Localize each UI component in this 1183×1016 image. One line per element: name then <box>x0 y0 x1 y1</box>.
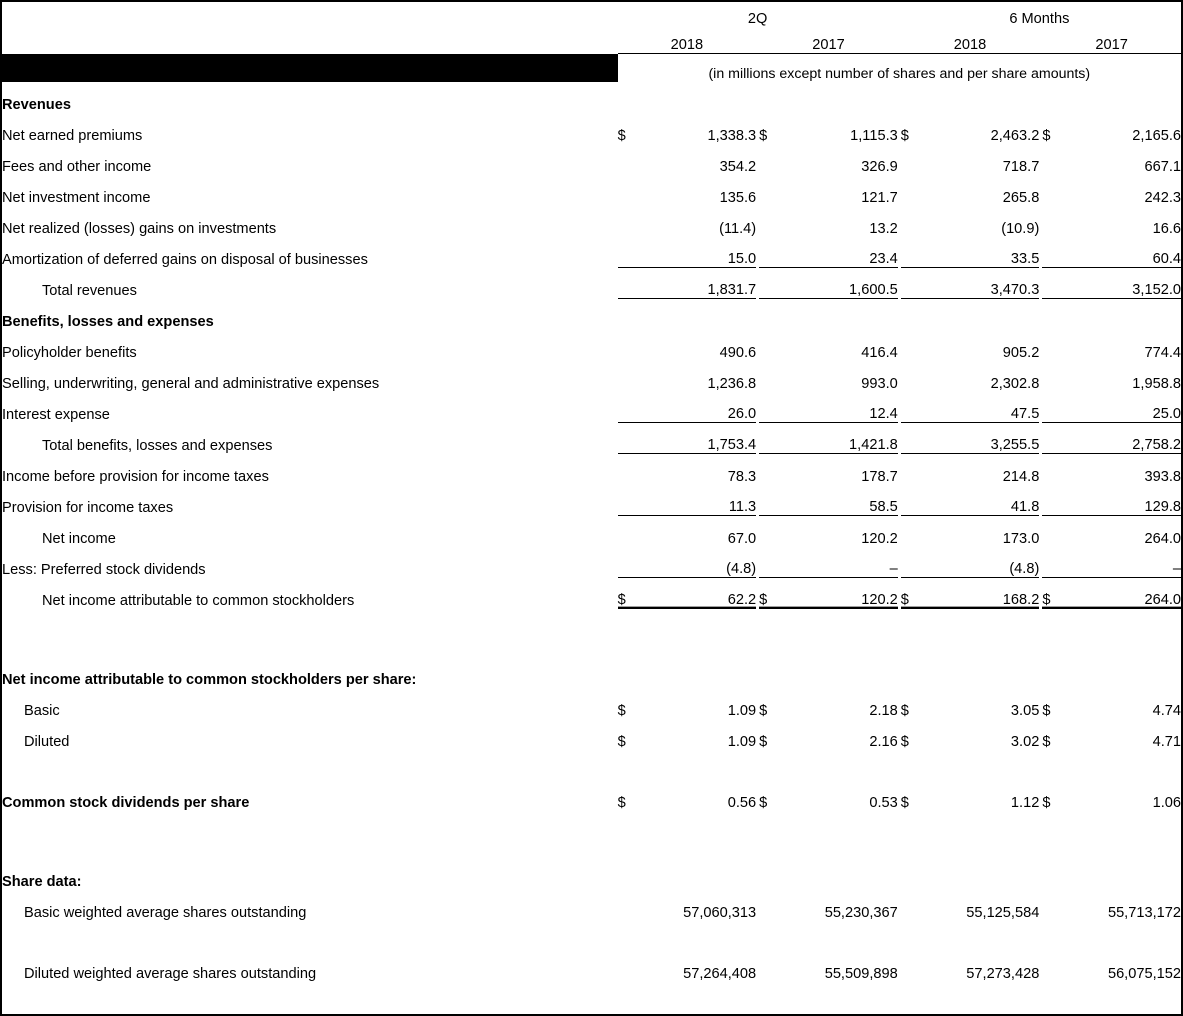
value-interest-2q-2018: 26.0 <box>644 392 756 423</box>
value-total-benefits-2q-2018: 1,753.4 <box>644 423 756 454</box>
value-eps-diluted-6m-2018: 3.02 <box>1010 733 1040 750</box>
section-title-revenues: Revenues <box>2 96 71 113</box>
value-common-dividends-6m-2017: 1.06 <box>1152 794 1181 811</box>
currency-symbol <box>1042 330 1068 361</box>
row-label-net-income-common: Net income attributable to common stockholders <box>42 592 355 609</box>
value-eps-basic-6m-2018: 3.05 <box>1010 702 1040 719</box>
income-statement-table <box>2 2 1181 982</box>
currency-symbol <box>901 330 927 361</box>
blank-sym-3-rev <box>901 82 927 113</box>
value-fees-2q-2017: 326.9 <box>861 158 898 175</box>
currency-symbol: $ <box>759 127 768 144</box>
table-row <box>2 890 1181 921</box>
value-income-before-tax-2q-2018: 78.3 <box>727 468 757 485</box>
blank-num-3-sd <box>927 859 1039 890</box>
blank-sym-4-ps <box>1042 657 1068 688</box>
value-eps-diluted-6m-2017: 4.71 <box>1152 733 1181 750</box>
table-row <box>2 485 1181 516</box>
currency-symbol <box>901 454 927 485</box>
currency-symbol <box>618 547 644 578</box>
currency-symbol <box>1042 951 1068 982</box>
value-diluted-shares-6m-2017: 56,075,152 <box>1107 965 1181 982</box>
value-net-income-2q-2018: 67.0 <box>727 530 757 547</box>
currency-symbol <box>1042 547 1068 578</box>
group-header-2q: 2Q <box>747 11 768 27</box>
value-selling-2q-2017: 993.0 <box>861 375 898 392</box>
table-row <box>2 454 1181 485</box>
blank-num-2-ben <box>785 299 897 330</box>
value-preferred-dividends-6m-2017: – <box>1068 547 1181 578</box>
currency-symbol <box>618 454 644 485</box>
currency-symbol <box>618 361 644 392</box>
currency-symbol <box>1042 485 1068 516</box>
value-net-inv-income-6m-2017: 242.3 <box>1144 189 1181 206</box>
value-fees-2q-2018: 354.2 <box>719 158 757 175</box>
currency-symbol <box>901 516 927 547</box>
currency-symbol: $ <box>759 702 768 719</box>
currency-symbol <box>901 423 927 454</box>
value-net-income-common-6m-2018: 168.2 <box>927 578 1039 609</box>
blank-num-4-ben <box>1068 299 1181 330</box>
blank-sym-3-ps <box>901 657 927 688</box>
value-selling-2q-2018: 1,236.8 <box>707 375 757 392</box>
value-net-income-6m-2018: 173.0 <box>1002 530 1040 547</box>
col-year-6m-2018: 2018 <box>953 37 987 53</box>
currency-symbol <box>901 890 927 921</box>
section-header-per-share <box>2 657 1181 688</box>
spacer-cell <box>2 921 1181 951</box>
currency-symbol <box>618 268 644 299</box>
blank-num-4-rev <box>1068 82 1181 113</box>
table-row-total <box>2 578 1181 609</box>
row-label-net-investment-income: Net investment income <box>2 189 151 206</box>
currency-symbol: $ <box>617 794 626 811</box>
col-year-2q-2017: 2017 <box>812 37 845 53</box>
table-row <box>2 144 1181 175</box>
currency-symbol <box>1042 516 1068 547</box>
currency-symbol: $ <box>759 794 768 811</box>
row-label-eps-basic: Basic <box>24 702 60 719</box>
value-net-earned-premiums-6m-2018: 2,463.2 <box>990 127 1040 144</box>
currency-symbol <box>1042 454 1068 485</box>
value-preferred-dividends-2q-2018: (4.8) <box>644 547 756 578</box>
currency-symbol <box>901 485 927 516</box>
currency-symbol <box>759 423 785 454</box>
value-eps-diluted-2q-2018: 1.09 <box>727 733 757 750</box>
value-diluted-shares-6m-2018: 57,273,428 <box>966 965 1040 982</box>
currency-symbol <box>759 890 785 921</box>
currency-symbol <box>1042 144 1068 175</box>
table-row <box>2 780 1181 811</box>
section-title-benefits: Benefits, losses and expenses <box>2 313 214 330</box>
blank-sym-3-sd <box>901 859 927 890</box>
row-label-total-benefits: Total benefits, losses and expenses <box>42 437 273 454</box>
section-header-benefits <box>2 299 1181 330</box>
value-eps-diluted-2q-2017: 2.16 <box>869 733 898 750</box>
table-row <box>2 719 1181 750</box>
section-header-share-data <box>2 859 1181 890</box>
section-header-revenues <box>2 82 1181 113</box>
currency-symbol <box>901 237 927 268</box>
currency-symbol <box>1042 237 1068 268</box>
currency-symbol <box>618 175 644 206</box>
row-label-common-dividends: Common stock dividends per share <box>2 794 250 811</box>
value-provision-taxes-6m-2018: 41.8 <box>927 485 1039 516</box>
value-common-dividends-2q-2018: 0.56 <box>727 794 757 811</box>
value-total-revenues-6m-2017: 3,152.0 <box>1068 268 1181 299</box>
currency-symbol <box>759 330 785 361</box>
blank-sym-4-rev <box>1042 82 1068 113</box>
table-row <box>2 206 1181 237</box>
currency-symbol <box>901 392 927 423</box>
value-net-income-6m-2017: 264.0 <box>1144 530 1181 547</box>
value-provision-taxes-2q-2018: 11.3 <box>644 485 756 516</box>
currency-symbol <box>618 206 644 237</box>
currency-symbol <box>1042 206 1068 237</box>
currency-symbol: $ <box>1042 733 1051 750</box>
table-row <box>2 175 1181 206</box>
blank-sym-1-ps <box>618 657 644 688</box>
blank-sym-3-ben <box>901 299 927 330</box>
currency-symbol <box>618 392 644 423</box>
row-label-amortization: Amortization of deferred gains on disposal of businesses <box>2 251 368 268</box>
value-net-earned-premiums-2q-2018: 1,338.3 <box>707 127 757 144</box>
currency-symbol <box>618 951 644 982</box>
currency-symbol <box>901 144 927 175</box>
blank-num-2-rev <box>785 82 897 113</box>
col-year-6m-2017: 2017 <box>1095 37 1128 53</box>
value-diluted-shares-2q-2017: 55,509,898 <box>824 965 898 982</box>
currency-symbol <box>901 268 927 299</box>
value-net-realized-2q-2018: (11.4) <box>719 220 757 237</box>
currency-symbol: $ <box>617 733 626 750</box>
row-label-net-earned-premiums: Net earned premiums <box>2 127 143 144</box>
value-eps-basic-2q-2017: 2.18 <box>869 702 898 719</box>
blank-num-1-sd <box>644 859 756 890</box>
value-net-income-common-2q-2018: 62.2 <box>644 578 756 609</box>
currency-symbol <box>901 951 927 982</box>
row-label-total-revenues: Total revenues <box>42 282 137 299</box>
row-label-policyholder-benefits: Policyholder benefits <box>2 344 137 361</box>
value-policyholder-6m-2017: 774.4 <box>1144 344 1181 361</box>
value-interest-6m-2017: 25.0 <box>1068 392 1181 423</box>
value-diluted-shares-2q-2018: 57,264,408 <box>683 965 757 982</box>
currency-symbol <box>618 516 644 547</box>
currency-symbol <box>618 423 644 454</box>
spacer-row <box>2 750 1181 780</box>
blank-num-3-ben <box>927 299 1039 330</box>
row-label-net-income: Net income <box>42 530 116 547</box>
value-total-revenues-2q-2017: 1,600.5 <box>785 268 897 299</box>
currency-symbol <box>759 951 785 982</box>
value-interest-6m-2018: 47.5 <box>927 392 1039 423</box>
value-common-dividends-2q-2017: 0.53 <box>869 794 898 811</box>
group-header-6months: 6 Months <box>1009 11 1070 27</box>
header-group-row <box>2 2 1181 27</box>
row-label-provision-taxes: Provision for income taxes <box>2 499 174 516</box>
blank-sym-2-ps <box>759 657 785 688</box>
table-row <box>2 113 1181 144</box>
value-policyholder-2q-2018: 490.6 <box>719 344 757 361</box>
row-label-selling-expenses: Selling, underwriting, general and administrative expenses <box>2 375 380 392</box>
blank-num-1-ben <box>644 299 756 330</box>
value-eps-basic-6m-2017: 4.74 <box>1152 702 1181 719</box>
currency-symbol: $ <box>759 733 768 750</box>
currency-symbol <box>901 175 927 206</box>
units-row <box>2 54 1181 82</box>
currency-symbol: $ <box>900 127 909 144</box>
blank-num-2-ps <box>785 657 897 688</box>
blank-sym-1-rev <box>618 82 644 113</box>
row-label-interest-expense: Interest expense <box>2 406 110 423</box>
table-row <box>2 688 1181 719</box>
spacer-row <box>2 921 1181 951</box>
row-label-basic-shares: Basic weighted average shares outstanding <box>24 904 307 921</box>
table-row <box>2 237 1181 268</box>
currency-symbol <box>759 547 785 578</box>
currency-symbol <box>1042 423 1068 454</box>
currency-symbol <box>759 144 785 175</box>
blank-sym-1-ben <box>618 299 644 330</box>
value-net-realized-6m-2017: 16.6 <box>1152 220 1181 237</box>
currency-symbol <box>759 268 785 299</box>
value-net-inv-income-2q-2018: 135.6 <box>719 189 757 206</box>
blank-sym-2-rev <box>759 82 785 113</box>
currency-symbol <box>901 547 927 578</box>
currency-symbol <box>618 330 644 361</box>
value-fees-6m-2018: 718.7 <box>1002 158 1040 175</box>
currency-symbol <box>759 237 785 268</box>
value-net-realized-2q-2017: 13.2 <box>869 220 898 237</box>
currency-symbol <box>1042 392 1068 423</box>
row-label-eps-diluted: Diluted <box>24 733 70 750</box>
currency-symbol <box>759 175 785 206</box>
value-net-income-common-6m-2017: 264.0 <box>1068 578 1181 609</box>
value-income-before-tax-2q-2017: 178.7 <box>861 468 898 485</box>
blank-num-2-sd <box>785 859 897 890</box>
blank-num-3-ps <box>927 657 1039 688</box>
currency-symbol: $ <box>759 578 785 609</box>
table-row <box>2 547 1181 578</box>
currency-symbol: $ <box>1042 702 1051 719</box>
currency-symbol: $ <box>900 794 909 811</box>
units-note: (in millions except number of shares and per share amounts) <box>708 65 1091 82</box>
row-label-net-realized: Net realized (losses) gains on investments <box>2 220 277 237</box>
currency-symbol <box>1042 890 1068 921</box>
value-income-before-tax-6m-2018: 214.8 <box>1002 468 1040 485</box>
value-basic-shares-6m-2017: 55,713,172 <box>1107 904 1181 921</box>
blank-num-3-rev <box>927 82 1039 113</box>
col-year-2q-2018: 2018 <box>670 37 704 53</box>
currency-symbol <box>901 206 927 237</box>
currency-symbol: $ <box>1042 127 1051 144</box>
row-label-preferred-dividends: Less: Preferred stock dividends <box>2 561 206 578</box>
blank-sym-2-ben <box>759 299 785 330</box>
value-basic-shares-2q-2018: 57,060,313 <box>683 904 757 921</box>
value-policyholder-6m-2018: 905.2 <box>1002 344 1040 361</box>
value-selling-6m-2017: 1,958.8 <box>1132 375 1181 392</box>
currency-symbol: $ <box>618 578 644 609</box>
currency-symbol: $ <box>901 578 927 609</box>
value-total-benefits-2q-2017: 1,421.8 <box>785 423 897 454</box>
currency-symbol: $ <box>617 702 626 719</box>
value-selling-6m-2018: 2,302.8 <box>990 375 1040 392</box>
value-fees-6m-2017: 667.1 <box>1144 158 1181 175</box>
value-total-revenues-6m-2018: 3,470.3 <box>927 268 1039 299</box>
value-amortization-2q-2018: 15.0 <box>644 237 756 268</box>
value-total-benefits-6m-2018: 3,255.5 <box>927 423 1039 454</box>
table-row <box>2 951 1181 982</box>
spacer-cell <box>2 811 1181 859</box>
currency-symbol <box>759 516 785 547</box>
value-amortization-6m-2018: 33.5 <box>927 237 1039 268</box>
currency-symbol <box>759 361 785 392</box>
currency-symbol <box>618 144 644 175</box>
blank-num-1-rev <box>644 82 756 113</box>
redaction-bar <box>2 54 618 82</box>
spacer-row <box>2 609 1181 657</box>
value-total-revenues-2q-2018: 1,831.7 <box>644 268 756 299</box>
blank-sym-2-sd <box>759 859 785 890</box>
row-label-fees-other-income: Fees and other income <box>2 158 152 175</box>
value-net-income-2q-2017: 120.2 <box>861 530 898 547</box>
table-row-subtotal <box>2 423 1181 454</box>
header-corner-blank <box>2 2 618 27</box>
section-title-share-data: Share data: <box>2 873 82 890</box>
spacer-cell <box>2 750 1181 780</box>
value-interest-2q-2017: 12.4 <box>785 392 897 423</box>
currency-symbol <box>1042 268 1068 299</box>
currency-symbol <box>901 361 927 392</box>
currency-symbol <box>1042 361 1068 392</box>
table-row-subtotal <box>2 516 1181 547</box>
value-common-dividends-6m-2018: 1.12 <box>1010 794 1040 811</box>
value-total-benefits-6m-2017: 2,758.2 <box>1068 423 1181 454</box>
currency-symbol: $ <box>900 733 909 750</box>
currency-symbol <box>759 454 785 485</box>
blank-sym-4-ben <box>1042 299 1068 330</box>
value-net-inv-income-6m-2018: 265.8 <box>1002 189 1040 206</box>
currency-symbol <box>1042 175 1068 206</box>
table-row <box>2 361 1181 392</box>
currency-symbol <box>759 392 785 423</box>
currency-symbol: $ <box>1042 578 1068 609</box>
blank-sym-4-sd <box>1042 859 1068 890</box>
currency-symbol: $ <box>900 702 909 719</box>
value-eps-basic-2q-2018: 1.09 <box>727 702 757 719</box>
table-row <box>2 392 1181 423</box>
header-year-blank <box>2 27 618 53</box>
value-preferred-dividends-2q-2017: – <box>785 547 897 578</box>
value-net-earned-premiums-6m-2017: 2,165.6 <box>1132 127 1181 144</box>
table-row-subtotal <box>2 268 1181 299</box>
value-net-realized-6m-2018: (10.9) <box>1001 220 1040 237</box>
currency-symbol <box>618 485 644 516</box>
value-amortization-6m-2017: 60.4 <box>1068 237 1181 268</box>
currency-symbol <box>618 890 644 921</box>
currency-symbol: $ <box>1042 794 1051 811</box>
value-policyholder-2q-2017: 416.4 <box>861 344 898 361</box>
currency-symbol: $ <box>617 127 626 144</box>
value-amortization-2q-2017: 23.4 <box>785 237 897 268</box>
row-label-diluted-shares: Diluted weighted average shares outstanding <box>24 965 317 982</box>
blank-num-4-ps <box>1068 657 1181 688</box>
blank-num-1-ps <box>644 657 756 688</box>
value-net-income-common-2q-2017: 120.2 <box>785 578 897 609</box>
row-label-income-before-tax: Income before provision for income taxes <box>2 468 269 485</box>
value-income-before-tax-6m-2017: 393.8 <box>1144 468 1181 485</box>
blank-sym-1-sd <box>618 859 644 890</box>
value-basic-shares-2q-2017: 55,230,367 <box>824 904 898 921</box>
value-preferred-dividends-6m-2018: (4.8) <box>927 547 1039 578</box>
blank-num-4-sd <box>1068 859 1181 890</box>
header-year-row <box>2 27 1181 53</box>
currency-symbol <box>759 485 785 516</box>
spacer-row <box>2 811 1181 859</box>
currency-symbol <box>618 237 644 268</box>
section-title-per-share: Net income attributable to common stockholders per share: <box>2 671 417 688</box>
currency-symbol <box>759 206 785 237</box>
value-net-earned-premiums-2q-2017: 1,115.3 <box>850 127 898 144</box>
value-basic-shares-6m-2018: 55,125,584 <box>966 904 1040 921</box>
value-provision-taxes-2q-2017: 58.5 <box>785 485 897 516</box>
spacer-cell <box>2 609 1181 657</box>
value-provision-taxes-6m-2017: 129.8 <box>1068 485 1181 516</box>
table-row <box>2 330 1181 361</box>
value-net-inv-income-2q-2017: 121.7 <box>861 189 898 206</box>
